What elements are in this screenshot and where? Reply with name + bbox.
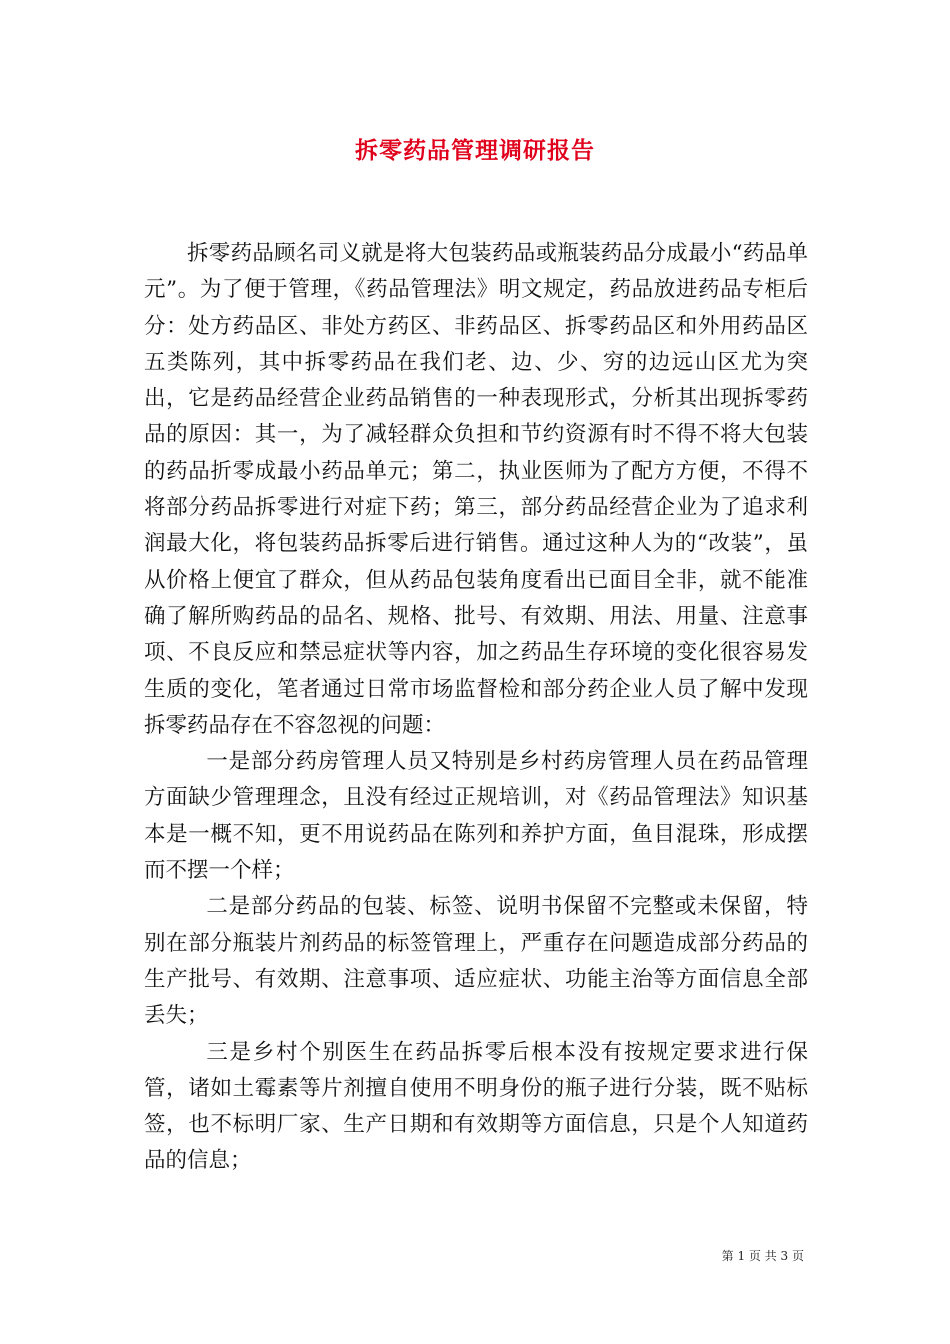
intro-paragraph: 拆零药品顾名司义就是将大包装药品或瓶装药品分成最小“药品单元”。为了便于管理，《药品管理法》明文规定，药品放进药品专柜后分：处方药品区、非处方药区、非药品区、拆零药品区和外用药品区五类陈列，其中拆零药品在我们老、边、少、穷的边远山区尤为突出，它是药品经营企业药品销售的一种表现形式，分析其出现拆零药品的原因：其一，为了减轻群众负担和节约资源有时不得不将大包装的药品折零成最小药品单元；第二，执业医师为了配方方便，不得不将部分药品拆零进行对症下药；第三，部分药品经营企业为了追求利润最大化，将包装药品拆零后进行销售。通过这种人为的“改装”，虽从价格上便宜了群众，但从药品包装角度看出已面目全非，就不能准确了解所购药品的品名、规格、批号、有效期、用法、用量、注意事项、不良反应和禁忌症状等内容，加之药品生存环境的变化很容易发生质的变化，笔者通过日常市场监督检和部分药企业人员了解中发现拆零药品存在不容忽视的问题： [144, 241, 808, 738]
issue-paragraph-3: 三是乡村个别医生在药品拆零后根本没有按规定要求进行保管，诸如土霉素等片剂擅自使用不明身份的瓶子进行分装，既不贴标签，也不标明厂家、生产日期和有效期等方面信息，只是个人知道药品的信息； [144, 1039, 808, 1174]
document-title: 拆零药品管理调研报告 [355, 137, 595, 164]
issue-paragraph-2: 二是部分药品的包装、标签、说明书保留不完整或未保留，特别在部分瓶装片剂药品的标签管理上，严重存在问题造成部分药品的生产批号、有效期、注意事项、适应症状、功能主治等方面信息全部丢失； [144, 894, 808, 1029]
issue-paragraph-1: 一是部分药房管理人员又特别是乡村药房管理人员在药品管理方面缺少管理理念，且没有经过正规培训，对《药品管理法》知识基本是一概不知，更不用说药品在陈列和养护方面，鱼目混珠，形成摆而不摆一个样； [144, 749, 808, 884]
page-number: 第 1 页 共 3 页 [721, 1249, 804, 1263]
document-body [144, 236, 808, 1180]
